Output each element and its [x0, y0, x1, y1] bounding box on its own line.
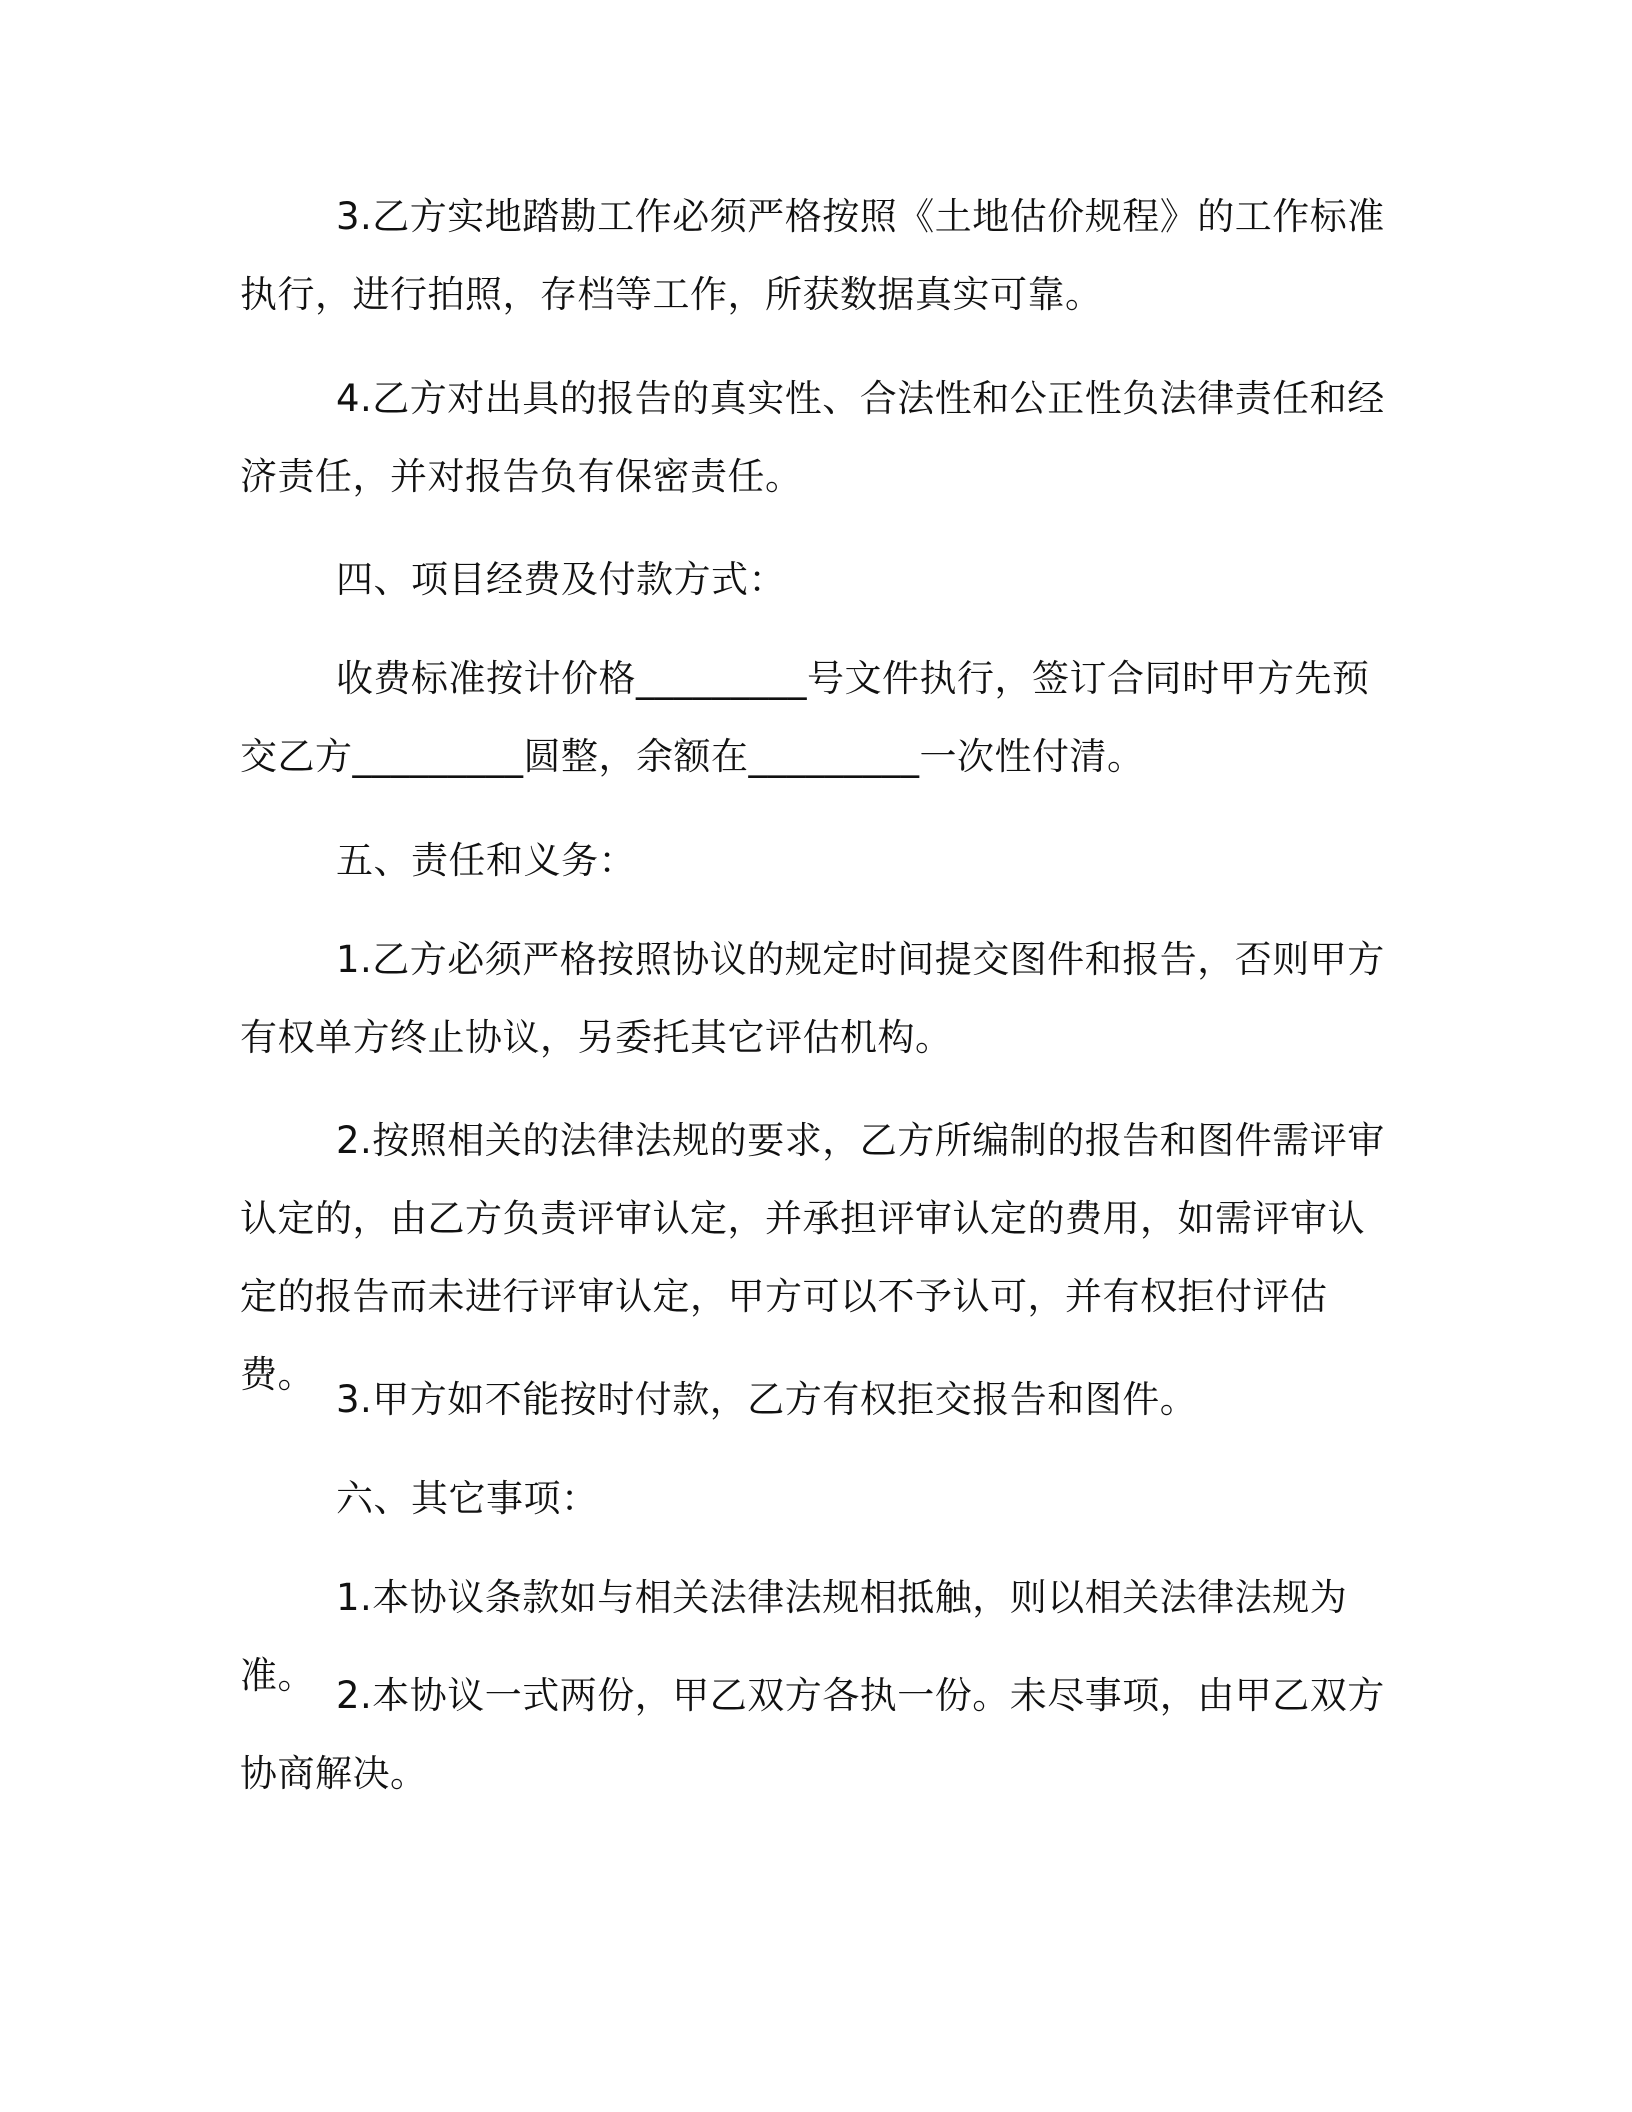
other-clause-2: 2.本协议一式两份，甲乙双方各执一份。未尽事项，由甲乙双方协商解决。	[240, 1674, 1385, 1795]
duty-clause-3: 3.甲方如不能按时付款，乙方有权拒交报告和图件。	[336, 1378, 1198, 1421]
section-heading-fees: 四、项目经费及付款方式：	[336, 558, 786, 601]
section-heading-duties: 五、责任和义务：	[336, 839, 636, 882]
fees-paragraph: 收费标准按计价格_________号文件执行，签订合同时甲方先预交乙方_________圆整，余额在_________一次性付清。	[240, 657, 1370, 778]
duty-clause-2: 2.按照相关的法律法规的要求，乙方所编制的报告和图件需评审认定的，由乙方负责评审认定，并承担评审认定的费用，如需评审认定的报告而未进行评审认定，甲方可以不予认可，并有权拒付评估费。	[240, 1119, 1385, 1396]
other-clause-1: 1.本协议条款如与相关法律法规相抵触，则以相关法律法规为准。	[240, 1576, 1348, 1697]
section-heading-other: 六、其它事项：	[336, 1477, 599, 1520]
clause-4-liability: 4.乙方对出具的报告的真实性、合法性和公正性负法律责任和经济责任，并对报告负有保密责任。	[240, 377, 1385, 498]
duty-clause-1: 1.乙方必须严格按照协议的规定时间提交图件和报告，否则甲方有权单方终止协议，另委托其它评估机构。	[240, 938, 1385, 1059]
clause-3-survey: 3.乙方实地踏勘工作必须严格按照《土地估价规程》的工作标准执行，进行拍照，存档等工作，所获数据真实可靠。	[240, 195, 1385, 316]
